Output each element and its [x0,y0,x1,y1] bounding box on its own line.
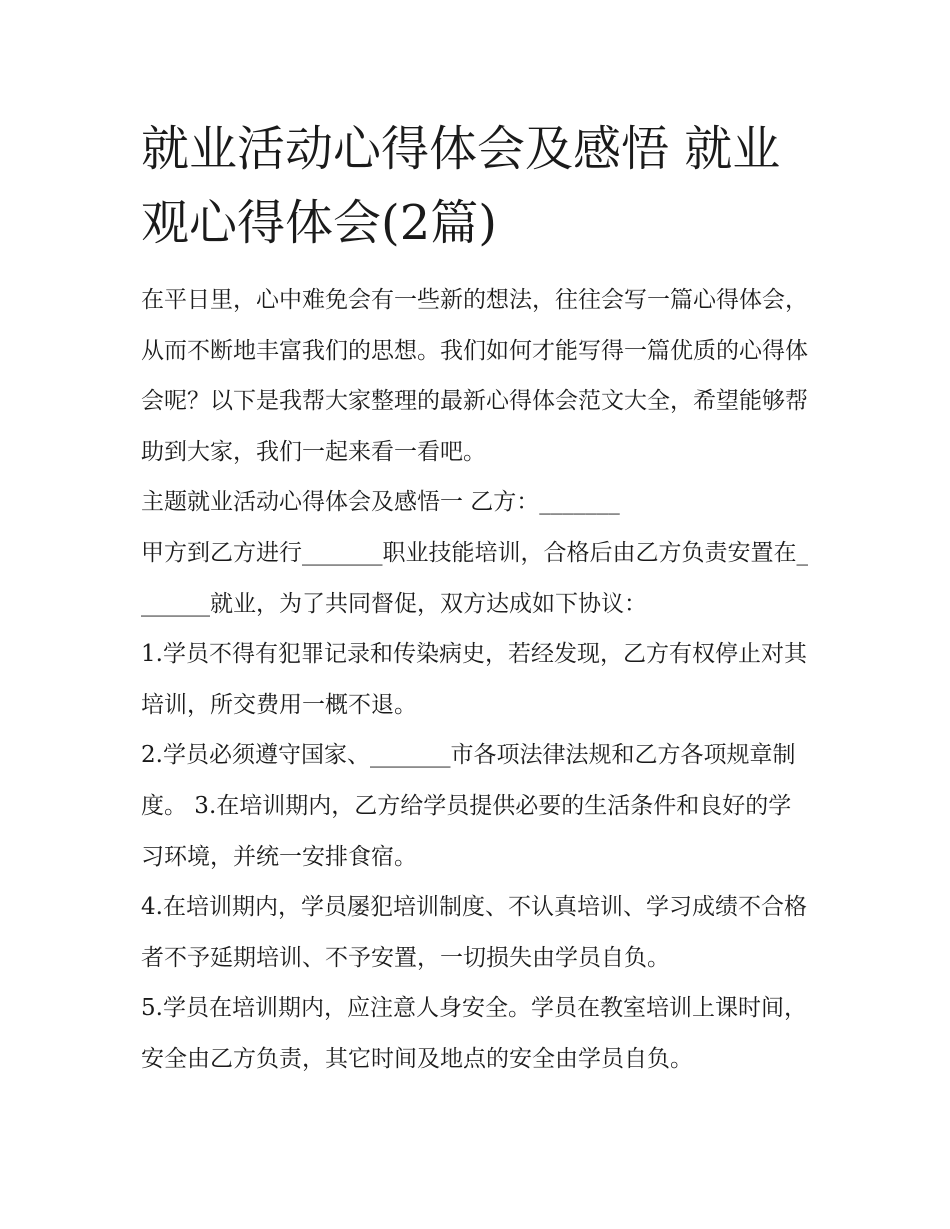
paragraph-clause-4: 4.在培训期内，学员屡犯培训制度、不认真培训、学习成绩不合格者不予延期培训、不予安置，一切损失由学员自负。 [141,894,807,971]
document-body [141,275,813,1085]
paragraph-clause-5: 5.学员在培训期内，应注意人身安全。学员在教室培训上课时间，安全由乙方负责，其它时间及地点的安全由学员自负。 [141,995,807,1072]
paragraph-intro: 在平日里，心中难免会有一些新的想法，往往会写一篇心得体会，从而不断地丰富我们的思想。我们如何才能写得一篇优质的心得体会呢？以下是我帮大家整理的最新心得体会范文大全，希望能够帮助到大家，我们一起来看一看吧。 [141,287,808,465]
paragraph-clause-1: 1.学员不得有犯罪记录和传染病史，若经发现，乙方有权停止对其培训，所交费用一概不退。 [141,641,807,718]
paragraph-agreement-preamble: 甲方到乙方进行_______职业技能培训，合格后由乙方负责安置在_______就业，为了共同督促，双方达成如下协议： [141,539,808,617]
document-title: 就业活动心得体会及感悟 就业观心得体会(2篇) [141,121,781,251]
paragraph-clause-2-3: 2.学员必须遵守国家、_______市各项法律法规和乙方各项规章制度。 3.在培训期内，乙方给学员提供必要的生活条件和良好的学习环境，并统一安排食宿。 [141,742,796,870]
paragraph-topic-party-b: 主题就业活动心得体会及感悟一 乙方：_______ [141,489,620,516]
